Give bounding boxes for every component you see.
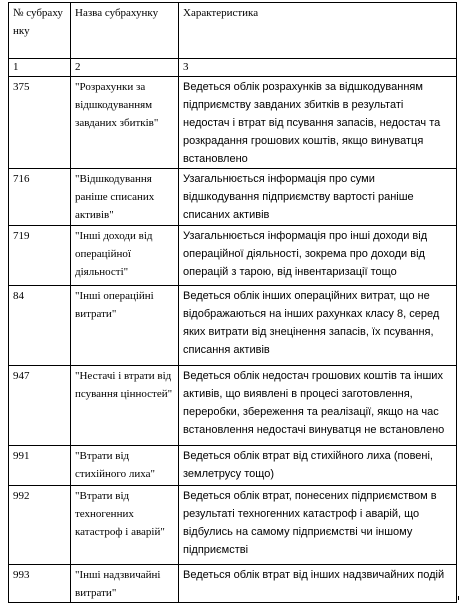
- subaccounts-table: [8, 2, 457, 603]
- table-row: [9, 366, 457, 446]
- table-row: [9, 77, 457, 169]
- subaccount-number: 716: [9, 169, 71, 226]
- subaccount-description: Узагальнюється інформація про суми відшкодування підприємству вартості раніше списаних активів: [179, 169, 457, 226]
- subaccount-description: Ведеться облік втрат від стихійного лиха (повені, землетрусу тощо): [179, 446, 457, 486]
- subaccount-number: 991: [9, 446, 71, 486]
- subaccount-number: 375: [9, 77, 71, 169]
- table-row: [9, 565, 457, 603]
- header-row: [9, 3, 457, 59]
- table-row: [9, 486, 457, 565]
- subaccount-name: "Інші операційні витрати": [71, 286, 179, 366]
- subaccount-name: "Розрахунки за відшкодуванням завданих збитків": [71, 77, 179, 169]
- table-row: [9, 169, 457, 226]
- subaccount-name: "Втрати від стихійного лиха": [71, 446, 179, 486]
- header-description: Характеристика: [179, 3, 457, 59]
- table-row: [9, 286, 457, 366]
- subaccount-number: 993: [9, 565, 71, 603]
- subaccount-number: 84: [9, 286, 71, 366]
- subaccount-name: "Інші доходи від операційної діяльності": [71, 226, 179, 286]
- subaccount-name: "Інші надзвичайні витрати": [71, 565, 179, 603]
- subaccount-description: Ведеться облік інших операційних витрат, що не відображаються на інших рахунках класу 8, серед яких витрати від знецінення запасів, їх псування, списання активів: [179, 286, 457, 366]
- subaccount-description: Ведеться облік втрат, понесених підприємством в результаті техногенних катастроф і аварій, що відбулись на самому підприємстві чи іншому підприємстві: [179, 486, 457, 565]
- subaccount-name: "Відшкодування раніше списаних активів": [71, 169, 179, 226]
- table-row: [9, 226, 457, 286]
- subaccount-name: "Втрати від техногенних катастроф і аварій": [71, 486, 179, 565]
- subaccount-description: Ведеться облік втрат від інших надзвичайних подій: [179, 565, 457, 603]
- table-row: [9, 446, 457, 486]
- index-cell-3: 3: [179, 59, 457, 77]
- index-row: [9, 59, 457, 77]
- subaccount-description: Ведеться облік розрахунків за відшкодуванням підприємству завданих збитків в результаті недостач і втрат від псування запасів, недостач та розкрадання грошових коштів, якщо винуватця встановлено: [179, 77, 457, 169]
- index-cell-2: 2: [71, 59, 179, 77]
- subaccount-number: 719: [9, 226, 71, 286]
- subaccount-number: 947: [9, 366, 71, 446]
- index-cell-1: 1: [9, 59, 71, 77]
- subaccount-name: "Нестачі і втрати від псування цінностей": [71, 366, 179, 446]
- header-number: № субрахунку: [9, 3, 71, 59]
- header-name: Назва субрахунку: [71, 3, 179, 59]
- subaccount-number: 992: [9, 486, 71, 565]
- subaccount-description: Узагальнюється інформація про інші доходи від операційної діяльності, зокрема про доходи від операцій з тарою, від інвентаризації тощо: [179, 226, 457, 286]
- subaccount-description: Ведеться облік недостач грошових коштів та інших активів, що виявлені в процесі заготовлення, переробки, збереження та реалізації, якщо на час встановлення недостачі винуватця не встановлено: [179, 366, 457, 446]
